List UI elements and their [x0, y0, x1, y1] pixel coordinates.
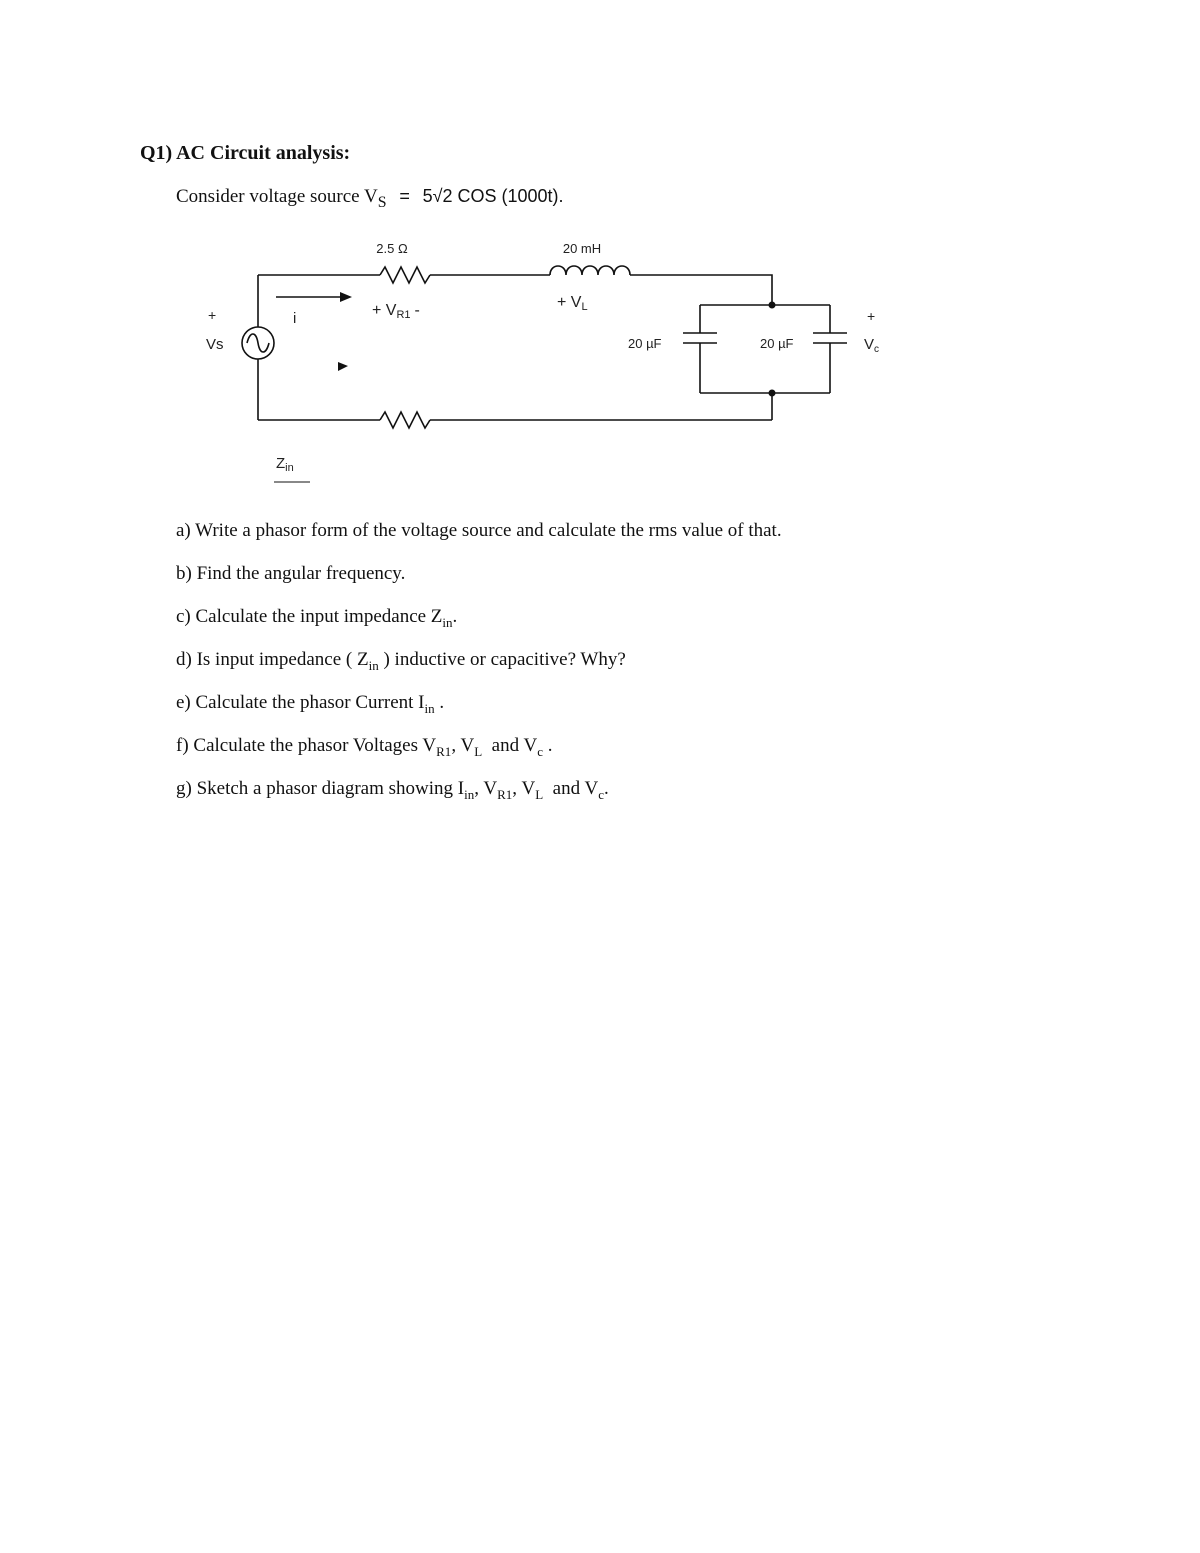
- vl-label: + VL: [557, 294, 588, 313]
- question-e: e) Calculate the phasor Current $I_{in}$ .: [176, 692, 445, 716]
- l-value: 20 mH: [562, 241, 602, 256]
- vs-plus: +: [208, 307, 217, 323]
- vs-label: Vs: [206, 336, 224, 353]
- inductor-l: [550, 266, 630, 275]
- intro-prefix: Consider voltage source V: [176, 186, 378, 207]
- question-list: [176, 518, 1116, 819]
- zin-label: $Z_{in}$: [276, 455, 294, 474]
- return-arrow-icon: [338, 362, 348, 371]
- question-d: d) Is input impedance ( $Z_{in}$ ) inductive or capacitive? Why?: [176, 649, 626, 673]
- circuit-diagram: [190, 225, 910, 495]
- sine-wave-icon: [247, 334, 269, 352]
- current-label: i: [293, 310, 297, 327]
- question-b: b) Find the angular frequency.: [176, 563, 406, 584]
- capacitor-c2: [813, 333, 847, 343]
- circuit-wires: [242, 266, 847, 482]
- vr1-label: + VR1 -: [372, 302, 420, 321]
- question-c: c) Calculate the input impedance $Z_{in}$.: [176, 606, 458, 630]
- question-a: a) Write a phasor form of the voltage source and calculate the rms value of that.: [176, 520, 782, 541]
- c1-value: 20 µF: [628, 336, 662, 351]
- resistor-r2: [380, 412, 430, 428]
- intro-equals: =: [399, 186, 410, 206]
- resistor-r1: [380, 267, 430, 283]
- page-title: Q1) AC Circuit analysis:: [140, 142, 351, 164]
- question-g: g) Sketch a phasor diagram showing $I_{in}$, $V_{R1}$, $V_L$ and $V_c$.: [176, 778, 609, 802]
- intro-expression: 5√2 COS (1000t).: [422, 186, 564, 206]
- vc-label: $V_c$: [864, 336, 880, 355]
- vc-plus: +: [867, 308, 876, 324]
- intro-text: [176, 186, 564, 212]
- r1-value: 2.5 Ω: [376, 241, 408, 256]
- intro-prefix-sub: S: [377, 193, 387, 211]
- c2-value: 20 µF: [760, 336, 794, 351]
- question-f: f) Calculate the phasor Voltages $V_{R1}$, $V_L$ and $V_c$ .: [176, 735, 553, 759]
- capacitor-c1: [683, 333, 717, 343]
- current-arrow-icon: [340, 292, 352, 302]
